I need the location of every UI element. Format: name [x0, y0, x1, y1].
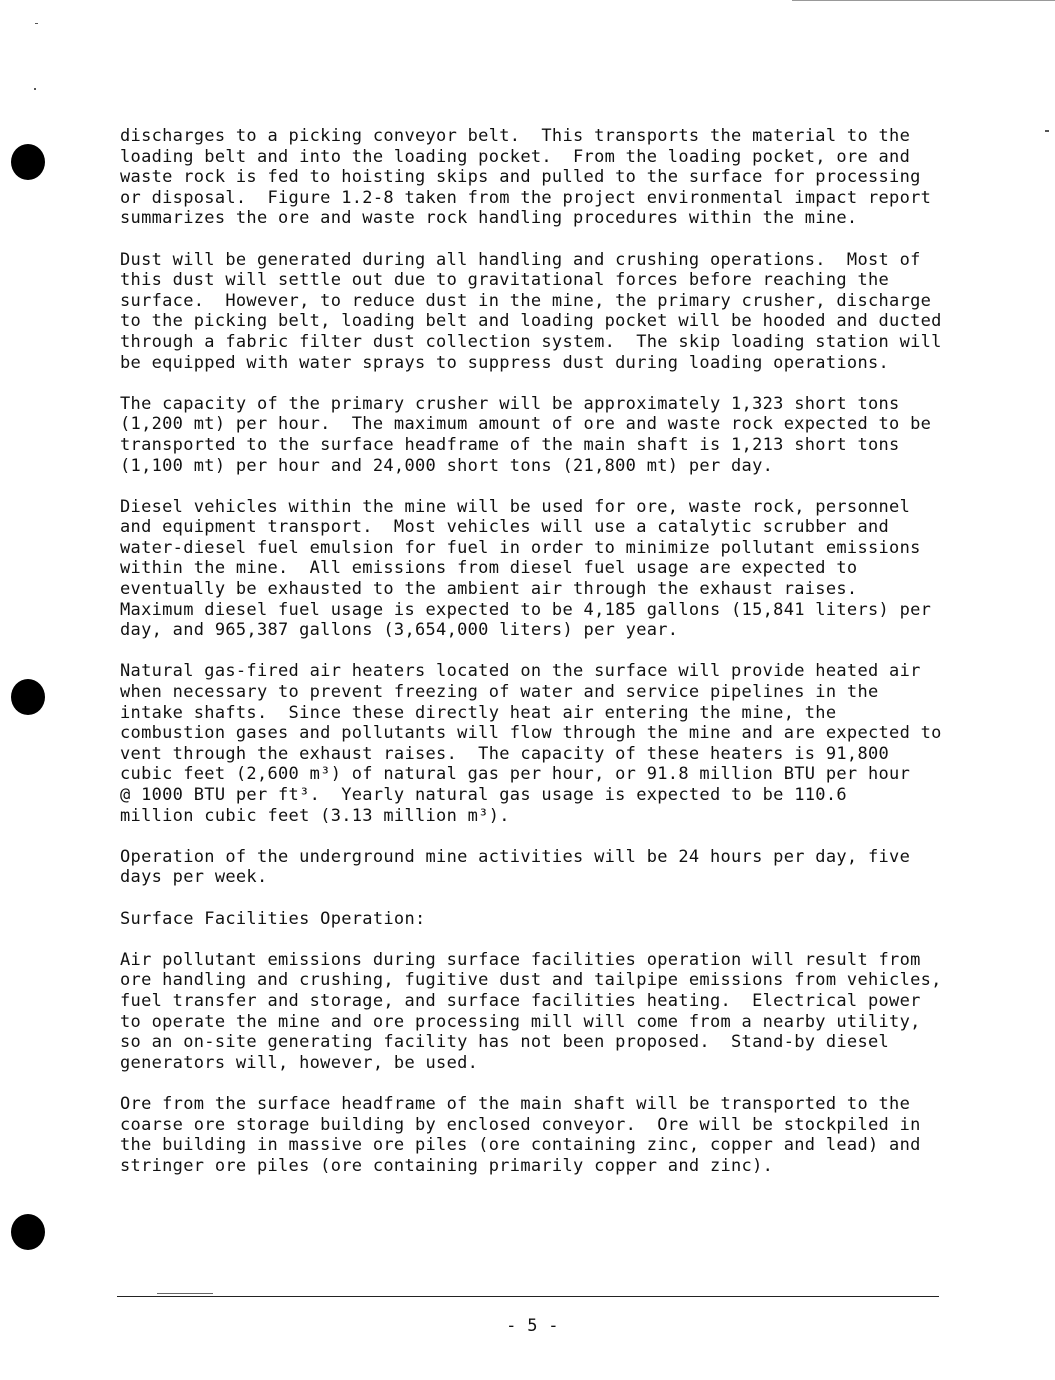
paragraph-ore-handling: discharges to a picking conveyor belt. This transports the material to the loading belt and into the loading pocket. From the loading pocket, ore and waste rock is fed to hoisting skips and pulled to the surface for processing or disposal. Figure 1.2-8 taken from the project environmental impact report summarizes the ore and waste rock handling procedures within the mine. [120, 126, 932, 229]
section-heading-surface-facilities: Surface Facilities Operation: [120, 908, 426, 929]
scan-artifact [792, 0, 1055, 1]
paragraph-ore-storage: Ore from the surface headframe of the main shaft will be transported to the coarse ore storage building by enclosed conveyor. Ore will be stockpiled in the building in massive ore piles (ore containing zinc, copper and lead) and stringer ore piles (ore containing primarily copper and zinc). [120, 1093, 921, 1176]
scan-artifact [157, 1293, 213, 1294]
footer-rule [117, 1296, 939, 1297]
punch-hole [11, 144, 45, 180]
paragraph-air-heaters: Natural gas-fired air heaters located on the surface will provide heated air when necessary to prevent freezing of water and service pipelines in the intake shafts. Since these directly heat air entering the mine, the combustion gases and pollutants will flow through the mine and are expected to vent through the exhaust raises. The capacity of these heaters is 91,800 cubic feet (2,600 m³) of natural gas per hour, or 91.8 million BTU per hour @ 1000 BTU per ft³. Yearly natural gas usage is expected to be 110.6 million cubic feet (3.13 million m³). [120, 661, 942, 826]
paragraph-mine-schedule: Operation of the underground mine activities will be 24 hours per day, five days per week. [120, 846, 911, 888]
punch-hole [11, 1214, 45, 1250]
paragraph-crusher-capacity: The capacity of the primary crusher will be approximately 1,323 short tons (1,200 mt) per hour. The maximum amount of ore and waste rock expected to be transported to the surface headframe of the main shaft is 1,213 short tons (1,100 mt) per hour and 24,000 short tons (21,800 mt) per day. [120, 393, 932, 476]
punch-hole [11, 679, 45, 715]
page-number: - 5 - [506, 1316, 559, 1336]
paragraph-dust-generation: Dust will be generated during all handling and crushing operations. Most of this dust will settle out due to gravitational forces before reaching the surface. However, to reduce dust in the mine, the primary crusher, discharge to the picking belt, loading belt and loading pocket will be hooded and ducted through a fabric filter dust collection system. The skip loading station will be equipped with water sprays to suppress dust during loading operations. [120, 249, 942, 373]
scan-artifact [1045, 130, 1049, 132]
paragraph-diesel-vehicles: Diesel vehicles within the mine will be used for ore, waste rock, personnel and equipment transport. Most vehicles will use a catalytic scrubber and water-diesel fuel emulsion for fuel in order to minimize pollutant emissions within the mine. All emissions from diesel fuel usage are expected to eventually be exhausted to the ambient air through the exhaust raises. Maximum diesel fuel usage is expected to be 4,185 gallons (15,841 liters) per day, and 965,387 gallons (3,654,000 liters) per year. [120, 496, 932, 641]
scan-artifact [35, 23, 38, 24]
paragraph-surface-emissions: Air pollutant emissions during surface facilities operation will result from ore handling and crushing, fugitive dust and tailpipe emissions from vehicles, fuel transfer and storage, and surface facilities heating. Electrical power to operate the mine and ore processing mill will come from a nearby utility, so an on-site generating facility has not been proposed. Stand-by diesel generators will, however, be used. [120, 949, 942, 1073]
scan-artifact [34, 88, 36, 90]
body-text [120, 126, 940, 1197]
